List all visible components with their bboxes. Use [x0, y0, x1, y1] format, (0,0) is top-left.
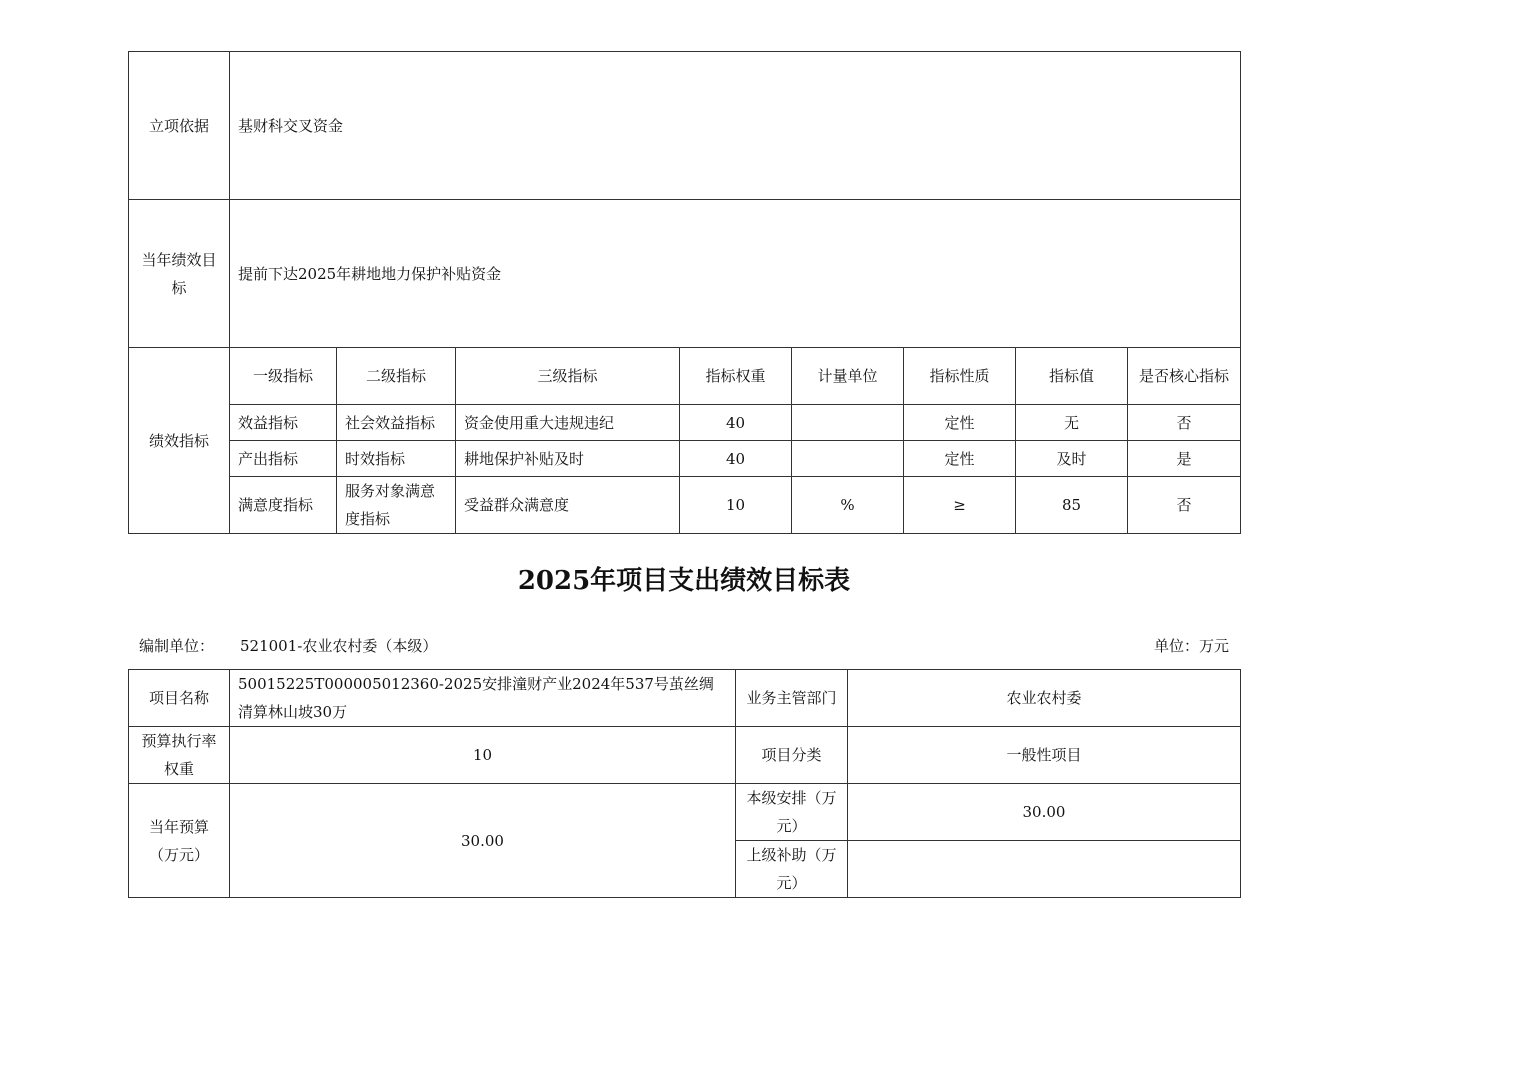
cell-core: 是 [1128, 441, 1241, 477]
category-label: 项目分类 [736, 727, 848, 784]
exec-row [129, 727, 1241, 784]
goal-value: 提前下达2025年耕地地力保护补贴资金 [230, 200, 1241, 348]
cell-weight: 40 [680, 441, 792, 477]
budget-value: 30.00 [230, 784, 736, 898]
cell-nature: 定性 [904, 405, 1016, 441]
cell-value: 无 [1016, 405, 1128, 441]
cell-level2: 时效指标 [337, 441, 456, 477]
indicator-header-row [129, 348, 1241, 405]
header-weight: 指标权重 [680, 348, 792, 405]
cell-level3: 耕地保护补贴及时 [456, 441, 680, 477]
unit-info-row [128, 632, 1240, 660]
cell-value: 85 [1016, 477, 1128, 534]
cell-level1: 效益指标 [230, 405, 337, 441]
header-nature: 指标性质 [904, 348, 1016, 405]
local-label: 本级安排（万元） [736, 784, 848, 841]
cell-nature: 定性 [904, 441, 1016, 477]
indicators-label: 绩效指标 [129, 348, 230, 534]
performance-table [128, 51, 1241, 534]
basis-row [129, 52, 1241, 200]
local-value: 30.00 [848, 784, 1241, 841]
cell-level1: 产出指标 [230, 441, 337, 477]
upper-label: 上级补助（万元） [736, 841, 848, 898]
dept-label: 业务主管部门 [736, 670, 848, 727]
header-level3: 三级指标 [456, 348, 680, 405]
cell-level2: 服务对象满意度指标 [337, 477, 456, 534]
table-row [129, 441, 1241, 477]
project-name-value: 50015225T000005012360-2025安排潼财产业2024年537号茧丝绸清算林山坡30万 [230, 670, 736, 727]
header-value: 指标值 [1016, 348, 1128, 405]
header-unit: 计量单位 [792, 348, 904, 405]
cell-core: 否 [1128, 477, 1241, 534]
cell-unit: % [792, 477, 904, 534]
cell-core: 否 [1128, 405, 1241, 441]
budget-label: 当年预算（万元） [129, 784, 230, 898]
cell-level1: 满意度指标 [230, 477, 337, 534]
table-row [129, 405, 1241, 441]
cell-nature: ≥ [904, 477, 1016, 534]
project-name-label: 项目名称 [129, 670, 230, 727]
goal-label: 当年绩效目标 [129, 200, 230, 348]
unit-label: 单位：万元 [1153, 637, 1229, 655]
cell-level3: 受益群众满意度 [456, 477, 680, 534]
cell-unit [792, 405, 904, 441]
cell-level3: 资金使用重大违规违纪 [456, 405, 680, 441]
basis-value: 基财科交叉资金 [230, 52, 1241, 200]
org-value: 521001-农业农村委（本级） [240, 637, 438, 655]
cell-level2: 社会效益指标 [337, 405, 456, 441]
exec-label: 预算执行率权重 [129, 727, 230, 784]
header-level1: 一级指标 [230, 348, 337, 405]
cell-value: 及时 [1016, 441, 1128, 477]
category-value: 一般性项目 [848, 727, 1241, 784]
goal-row [129, 200, 1241, 348]
exec-value: 10 [230, 727, 736, 784]
header-core: 是否核心指标 [1128, 348, 1241, 405]
budget-row [129, 784, 1241, 841]
project-table [128, 669, 1241, 898]
cell-weight: 40 [680, 405, 792, 441]
table-row [129, 477, 1241, 534]
cell-unit [792, 441, 904, 477]
dept-value: 农业农村委 [848, 670, 1241, 727]
basis-label: 立项依据 [129, 52, 230, 200]
org-label: 编制单位： [139, 637, 215, 655]
cell-weight: 10 [680, 477, 792, 534]
form-title: 2025年项目支出绩效目标表 [517, 566, 851, 596]
project-name-row [129, 670, 1241, 727]
header-level2: 二级指标 [337, 348, 456, 405]
upper-value [848, 841, 1241, 898]
